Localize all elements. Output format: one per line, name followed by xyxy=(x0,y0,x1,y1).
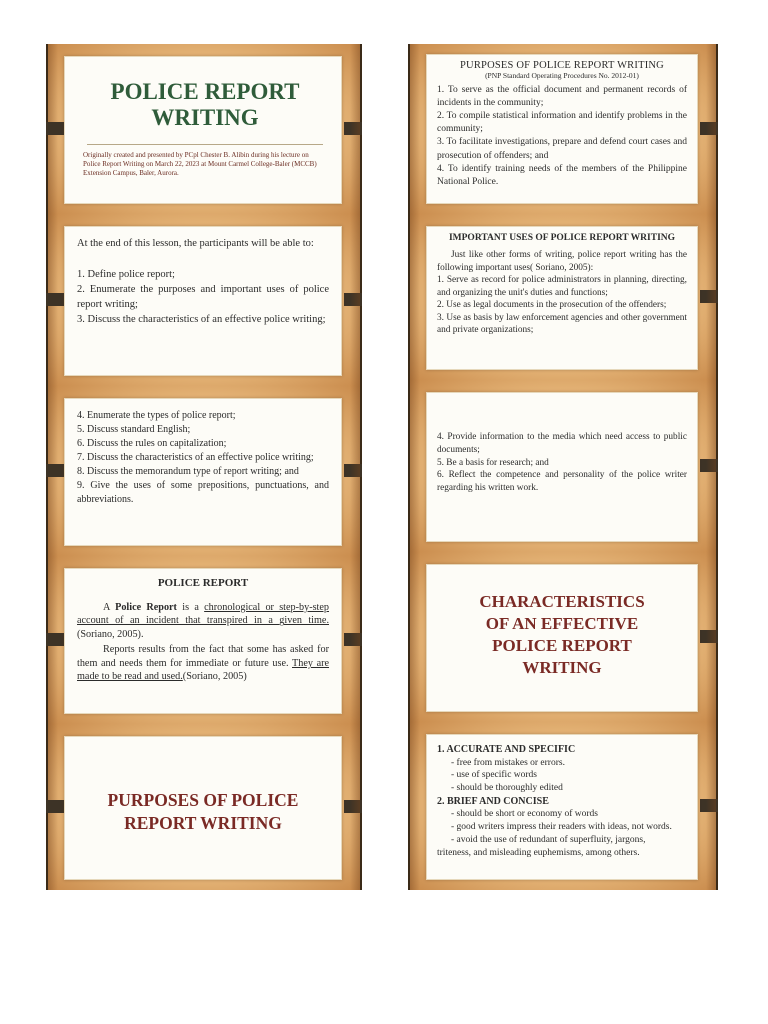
list-item-continued: triteness, and misleading euphemisms, among others. xyxy=(437,847,640,858)
slide-card xyxy=(64,56,342,204)
list-item: 9. Give the uses of some prepositions, punctuations, and abbreviations. xyxy=(77,480,329,505)
list-item: 1. Serve as record for police administrators in planning, directing, and organizing the unit's duties and functions; xyxy=(437,275,687,298)
title-line: PURPOSES OF POLICE xyxy=(107,790,299,810)
slide-police-report-definition xyxy=(46,556,362,724)
slide-heading: IMPORTANT USES OF POLICE REPORT WRITING xyxy=(448,233,676,243)
list-item: 2. Use as legal documents in the prosecution of the offenders; xyxy=(437,300,667,311)
slide-tab xyxy=(46,122,64,135)
purposes-list xyxy=(437,84,687,189)
reports-paragraph xyxy=(77,643,329,683)
slide-card xyxy=(426,564,698,712)
list-item: 1. To serve as the official document and permanent records of incidents in the community; xyxy=(437,85,687,109)
characteristic-heading: 2. BRIEF AND CONCISE xyxy=(437,795,549,807)
credit-text: Originally created and presented by PCpl Chester B. Alibin during his lecture on Police Report Writing on March 22, 2023 at Mount Carmel College-Baler (MCCB) Extension Campus, Baler, Aurora. xyxy=(83,150,317,178)
slide-characteristics-list xyxy=(408,722,718,890)
list-item: 8. Discuss the memorandum type of report writing; and xyxy=(77,466,299,477)
slide-title-heading xyxy=(83,79,327,132)
list-item: - avoid the use of redundant of superfluity, jargons, xyxy=(451,835,646,846)
slide-tab xyxy=(700,459,718,472)
slide-tab xyxy=(700,799,718,812)
slide-card xyxy=(426,54,698,204)
slide-tab xyxy=(344,122,362,135)
list-item: - should be thoroughly edited xyxy=(451,783,563,794)
slide-title-heading xyxy=(437,591,687,679)
list-item: 2. To compile statistical information and identify problems in the community; xyxy=(437,111,687,135)
slide-purposes-list xyxy=(408,44,718,214)
definition-paragraph xyxy=(77,601,329,641)
list-item: 3. To facilitate investigations, prepare and defend court cases and prosecution of offenders; and xyxy=(437,137,687,161)
list-item: 1. Define police report; xyxy=(77,268,175,280)
list-item: 5. Be a basis for research; and xyxy=(437,457,549,468)
list-item: - use of specific words xyxy=(451,770,538,781)
text-run: Reports results from the fact that some has asked for them and needs them for immediate or future use. xyxy=(77,644,329,669)
list-item: - should be short or economy of words xyxy=(451,809,598,820)
list-item: - good writers impress their readers with ideas, not words. xyxy=(451,822,672,833)
slide-tab xyxy=(700,122,718,135)
citation: (Soriano, 2005) xyxy=(182,671,247,683)
slide-card xyxy=(426,734,698,880)
list-item: 4. Provide information to the media which need access to public documents; xyxy=(437,432,687,455)
title-line: OF AN EFFECTIVE xyxy=(485,614,639,634)
slide-tab xyxy=(700,290,718,303)
slide-important-uses xyxy=(408,214,718,380)
slide-card xyxy=(64,398,342,546)
title-line: WRITING xyxy=(151,105,259,131)
definition-text xyxy=(77,601,329,684)
slide-tab xyxy=(700,630,718,643)
slide-tab xyxy=(46,293,64,306)
slide-tab xyxy=(46,633,64,646)
slide-tab xyxy=(46,800,64,813)
slide-card xyxy=(64,736,342,880)
slide-characteristics-title xyxy=(408,552,718,722)
slide-uses-continued xyxy=(408,380,718,552)
slide-title xyxy=(46,44,362,214)
citation: (Soriano, 2005). xyxy=(77,628,144,640)
list-item: 4. Enumerate the types of police report; xyxy=(77,410,236,421)
title-line: POLICE REPORT xyxy=(492,636,632,656)
objectives-list xyxy=(77,237,329,328)
characteristic-heading: 1. ACCURATE AND SPECIFIC xyxy=(437,744,576,755)
list-item: 2. Enumerate the purposes and important uses of police report writing; xyxy=(77,283,329,310)
list-item: 3. Use as basis by law enforcement agencies and other government and private organizations; xyxy=(437,312,687,336)
list-item: 6. Discuss the rules on capitalization; xyxy=(77,438,227,449)
slide-objectives xyxy=(46,214,362,386)
intro-text: At the end of this lesson, the participants will be able to: xyxy=(77,238,314,249)
slide-tab xyxy=(344,800,362,813)
slide-heading: POLICE REPORT xyxy=(157,577,249,589)
text-underlined: They are made to be read and used. xyxy=(77,657,330,683)
list-item: 7. Discuss the characteristics of an effective police writing; xyxy=(77,452,314,463)
slide-title-heading xyxy=(75,789,331,835)
objectives-list xyxy=(77,409,329,507)
slide-tab xyxy=(344,293,362,306)
slide-objectives-continued xyxy=(46,386,362,556)
uses-list xyxy=(437,431,687,495)
slide-tab xyxy=(344,464,362,477)
slide-card xyxy=(64,226,342,376)
slide-card xyxy=(426,392,698,542)
title-line: CHARACTERISTICS xyxy=(479,592,645,611)
text-run: is a xyxy=(176,602,205,613)
title-line: POLICE REPORT xyxy=(110,79,300,104)
slide-card xyxy=(64,568,342,714)
slide-card xyxy=(426,226,698,370)
title-divider xyxy=(87,144,323,145)
term-bold: Police Report xyxy=(115,602,177,613)
list-item: - free from mistakes or errors. xyxy=(451,757,565,768)
title-line: WRITING xyxy=(522,658,602,678)
characteristics-list xyxy=(437,743,687,860)
slide-tab xyxy=(46,464,64,477)
uses-list xyxy=(437,249,687,337)
slide-purposes-title xyxy=(46,724,362,890)
title-line: REPORT WRITING xyxy=(124,812,282,833)
list-item: 6. Reflect the competence and personality of the police writer regarding his written work. xyxy=(437,470,687,494)
slide-subheading: (PNP Standard Operating Procedures No. 2012-01) xyxy=(485,71,639,80)
list-item: 4. To identify training needs of the members of the Philippine National Police. xyxy=(437,163,687,187)
slide-heading: PURPOSES OF POLICE REPORT WRITING xyxy=(460,60,664,71)
intro-text: Just like other forms of writing, police report writing has the following important uses( Soriano, 2005): xyxy=(437,250,687,273)
slide-tab xyxy=(344,633,362,646)
list-item: 5. Discuss standard English; xyxy=(77,424,191,435)
text-run: A xyxy=(103,602,116,613)
list-item: 3. Discuss the characteristics of an effective police writing; xyxy=(77,313,326,325)
text-underlined: chronological or step-by-step account of an incident that transpired in a given time. xyxy=(77,602,330,627)
